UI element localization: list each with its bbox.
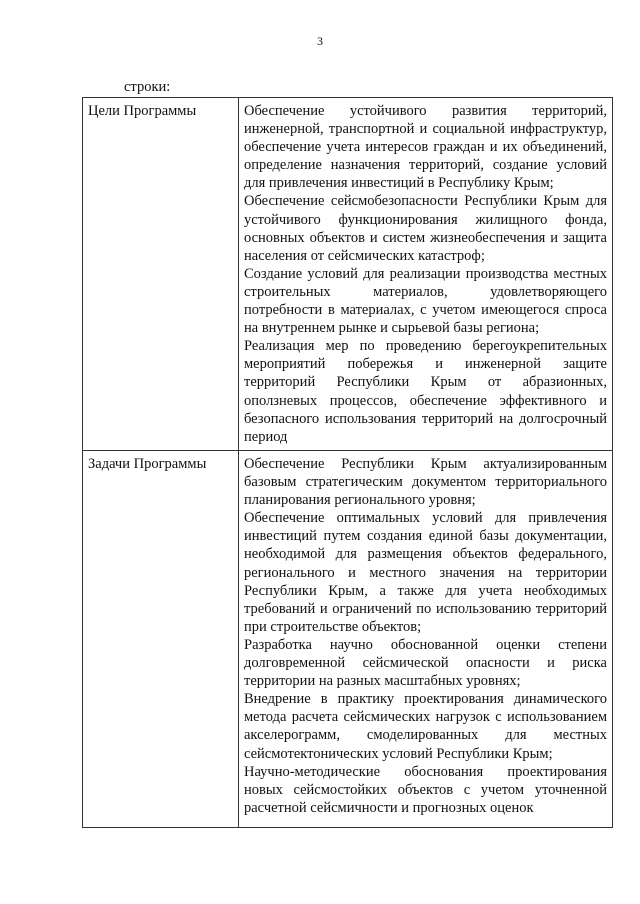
goal-paragraph: Реализация мер по проведению берегоукрепительных мероприятий побережья и инженерной защите территорий Республики Крым от абразионных, оползневых процессов, обеспечение эффективного и безопасного использования территорий на долгосрочный период — [244, 338, 607, 445]
intro-text: строки: — [124, 79, 171, 95]
task-paragraph: Научно-методические обоснования проектирования новых сейсмостойких объектов с учетом уточненной расчетной сейсмичности и прогнозных оценок — [244, 763, 607, 816]
table-row-goals — [83, 98, 613, 451]
table-row-tasks — [83, 451, 613, 828]
page-number: 3 — [317, 34, 323, 48]
row-label: Задачи Программы — [83, 451, 239, 828]
task-paragraph: Внедрение в практику проектирования динамического метода расчета сейсмических нагрузок с использованием акселерограмм, смоделированных для местных сейсмотектонических условий Республики Крым; — [244, 691, 607, 762]
task-paragraph: Обеспечение Республики Крым актуализированным базовым стратегическим документом территориального планирования регионального уровня; — [244, 456, 607, 509]
row-content — [239, 98, 613, 451]
task-paragraph: Разработка научно обоснованной оценки степени долговременной сейсмической опасности и риска территории на разных масштабных уровнях; — [244, 636, 607, 690]
row-content — [239, 451, 613, 828]
goal-paragraph: Обеспечение устойчивого развития территорий, инженерной, транспортной и социальной инфраструктур, обеспечение учета интересов граждан и их объединений, определение назначения территорий, создание условий для привлечения инвестиций в Республику Крым; — [244, 103, 607, 192]
program-table — [82, 97, 613, 828]
goal-paragraph: Создание условий для реализации производства местных строительных материалов, удовлетворяющего потребности в материалах, с учетом имеющегося спроса на внутреннем рынке и сырьевой базы региона; — [244, 265, 607, 337]
row-label: Цели Программы — [83, 98, 239, 451]
goal-paragraph: Обеспечение сейсмобезопасности Республики Крым для устойчивого функционирования жилищного фонда, основных объектов и систем жизнеобеспечения и защита населения от сейсмических катастроф; — [244, 193, 607, 264]
task-paragraph: Обеспечение оптимальных условий для привлечения инвестиций путем создания единой базы документации, необходимой для размещения объектов федерального, регионального и местного значения на территории Республики Крым, а также для учета необходимых требований и ограничений по использованию территорий при строительстве объектов; — [244, 510, 607, 635]
